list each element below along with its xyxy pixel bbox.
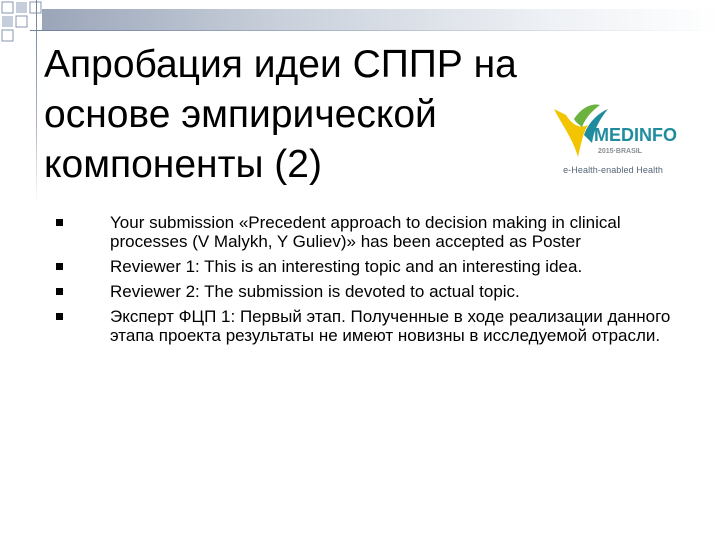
title-line: компоненты (2) (44, 143, 322, 186)
bullet-text: Reviewer 2: The submission is devoted to actual topic. (110, 282, 520, 301)
bullet-square-icon (56, 313, 63, 320)
bullet-text: Эксперт ФЦП 1: Первый этап. Полученные в ходе реализации данного этапа проекта результаты не имеют новизны в исследуемой отрасли. (110, 307, 671, 345)
horizontal-divider (30, 30, 720, 31)
slide-title (44, 40, 544, 190)
medinfo-logo (548, 95, 678, 180)
bullet-text: Your submission «Precedent approach to decision making in clinical processes (V Malykh, Y Guliev)» has been accepted as Poster (110, 213, 621, 251)
title-line: основе эмпирической (44, 93, 437, 136)
title-line: Апробация идеи СППР на (44, 43, 517, 86)
bullet-square-icon (56, 219, 63, 226)
bullet-text: Reviewer 1: This is an interesting topic and an interesting idea. (110, 257, 583, 276)
bullet-square-icon (56, 288, 63, 295)
list-item (56, 213, 676, 251)
list-item (56, 282, 676, 301)
logo-subtitle: 2015·BRASIL (598, 148, 642, 155)
list-item (56, 307, 676, 345)
logo-tagline: e-Health-enabled Health (563, 165, 663, 175)
list-item (56, 257, 676, 276)
bullet-list (56, 213, 676, 351)
medinfo-logo-mark (548, 95, 678, 165)
bullet-square-icon (56, 263, 63, 270)
header-gradient-bar (42, 9, 720, 30)
logo-wordmark: MEDINFO (594, 125, 677, 145)
